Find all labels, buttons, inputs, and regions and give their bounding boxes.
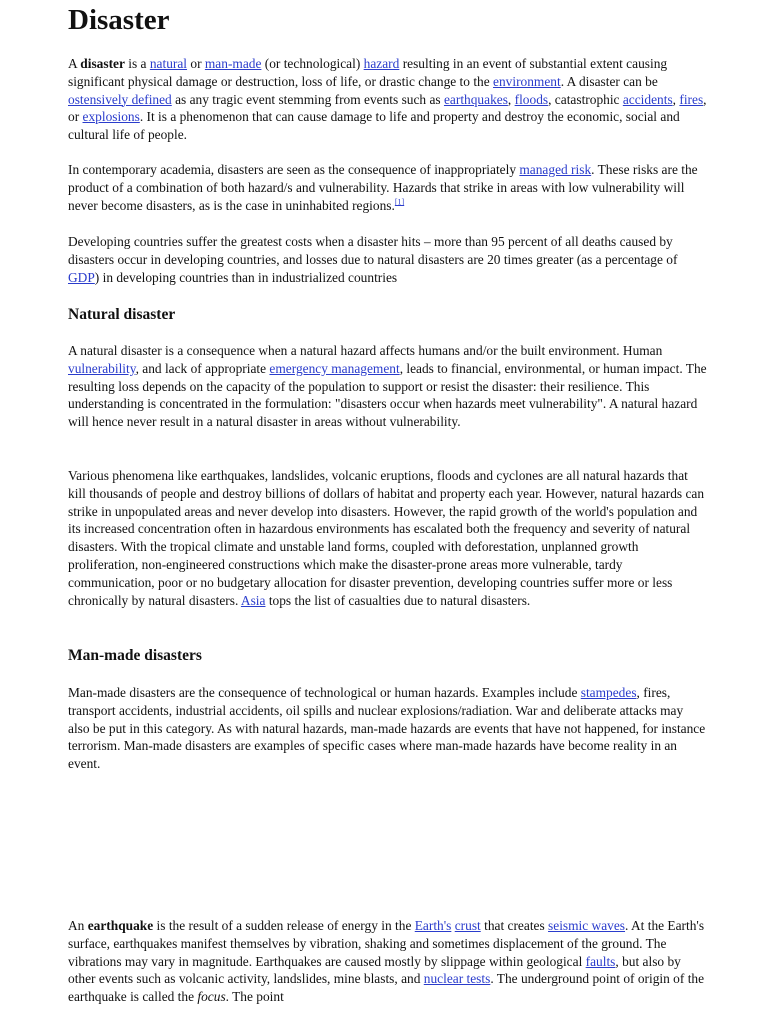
natural-disaster-paragraph-1: A natural disaster is a consequence when a natural hazard affects humans and/or the built environment. Human vulnerability, and lack of appropriate emergency management, leads to financial, environmental, or human impact. The resulting loss depends on the capacity of the population to support or resist the disaster: their resilience. This understanding is concentrated in the formulation: "disasters occur when hazards meet vulnerability". A natural hazard will hence never result in a natural disaster in areas without vulnerability. [68,343,707,430]
link-hazard[interactable]: hazard [363,56,400,71]
page-title: Disaster [68,4,170,36]
link-managed-risk[interactable]: managed risk [519,162,592,177]
term-focus: focus [197,989,226,1005]
term-disaster: disaster [80,56,125,71]
link-floods[interactable]: floods [514,91,549,107]
heading-natural-disaster: Natural disaster [68,306,176,323]
link-seismic-waves[interactable]: seismic waves [548,918,626,933]
man-made-disaster-paragraph: Man-made disasters are the consequence of technological or human hazards. Examples include stampedes, fires, transport accidents, industrial accidents, oil spills and nuclear explosions/radiation. War and deliberate attacks may also be put in this category. As with natural hazards, man-made hazards are events that have not happened, for instance terrorism. Man-made disasters are examples of specific cases where man-made hazards have become reality in an event. [68,685,706,772]
link-environment[interactable]: environment [493,73,561,89]
link-faults[interactable]: faults [585,953,616,969]
link-stampedes[interactable]: stampedes [580,685,637,700]
natural-disaster-paragraph-2: Various phenomena like earthquakes, landslides, volcanic eruptions, floods and cyclones are all natural hazards that kill thousands of people and destroy billions of dollars of habitat and property each year. However, natural hazards can strike in unpopulated areas and never develop into disasters. However, the rapid growth of the world's population and its increased concentration often in hazardous environments has escalated both the frequency and severity of natural disasters. With the tropical climate and unstable land forms, coupled with deforestation, unplanned growth proliferation, non-engineered constructions which make the disaster-prone areas more vulnerable, tardy communication, poor or no budgetary allocation for disaster prevention, developing countries suffer more or less chronically by natural disasters. Asia tops the list of casualties due to natural disasters. [68,468,705,608]
link-earthquakes[interactable]: earthquakes [443,91,508,107]
link-nuclear-tests[interactable]: nuclear tests [423,971,491,987]
earthquake-paragraph: An earthquake is the result of a sudden release of energy in the Earth's crust that creates seismic waves. At the Earth's surface, earthquakes manifest themselves by vibration, shaking and sometimes displacement of the ground. The vibrations may vary in magnitude. Earthquakes are caused mostly by slippage within geological faults, but also by other events such as volcanic activity, landslides, mine blasts, and nuclear tests. The underground point of origin of the earthquake is called the focus. The point [68,918,705,1005]
link-vulnerability[interactable]: vulnerability [68,360,136,376]
link-man-made[interactable]: man-made [204,56,262,71]
link-accidents[interactable]: accidents [622,91,673,107]
link-fires[interactable]: fires [679,91,704,107]
link-gdp[interactable]: GDP [68,269,95,285]
link-emergency-management[interactable]: emergency management [269,360,400,376]
intro-paragraph: A disaster is a natural or man-made (or technological) hazard resulting in an event of substantial extent causing significant physical damage or destruction, loss of life, or drastic change to the environment. A disaster can be ostensively defined as any tragic event stemming from events such as earthquakes, floods, catastrophic accidents, fires, or explosions. It is a phenomenon that can cause damage to life and property and destroy the economic, social and cultural life of people. [68,56,707,143]
term-earthquake: earthquake [87,918,154,933]
link-asia[interactable]: Asia [240,592,266,608]
link-natural[interactable]: natural [149,56,188,71]
developing-countries-paragraph: Developing countries suffer the greatest costs when a disaster hits – more than 95 percent of all deaths caused by disasters occur in developing countries, and losses due to natural disasters are 20 times greater (as a percentage of GDP) in developing countries than in industrialized countries [68,234,678,285]
academia-paragraph: In contemporary academia, disasters are seen as the consequence of inappropriately managed risk. These risks are the product of a combination of both hazard/s and vulnerability. Hazards that strike in areas with low vulnerability will never become disasters, as is the case in uninhabited regions.[1] [68,162,698,213]
link-explosions[interactable]: explosions [82,109,140,125]
reference-1[interactable]: [1] [394,197,405,207]
link-ostensively-defined[interactable]: ostensively defined [68,91,172,107]
link-crust[interactable]: crust [454,918,481,933]
heading-man-made-disasters: Man-made disasters [68,647,202,664]
link-earths[interactable]: Earth's [414,918,452,933]
